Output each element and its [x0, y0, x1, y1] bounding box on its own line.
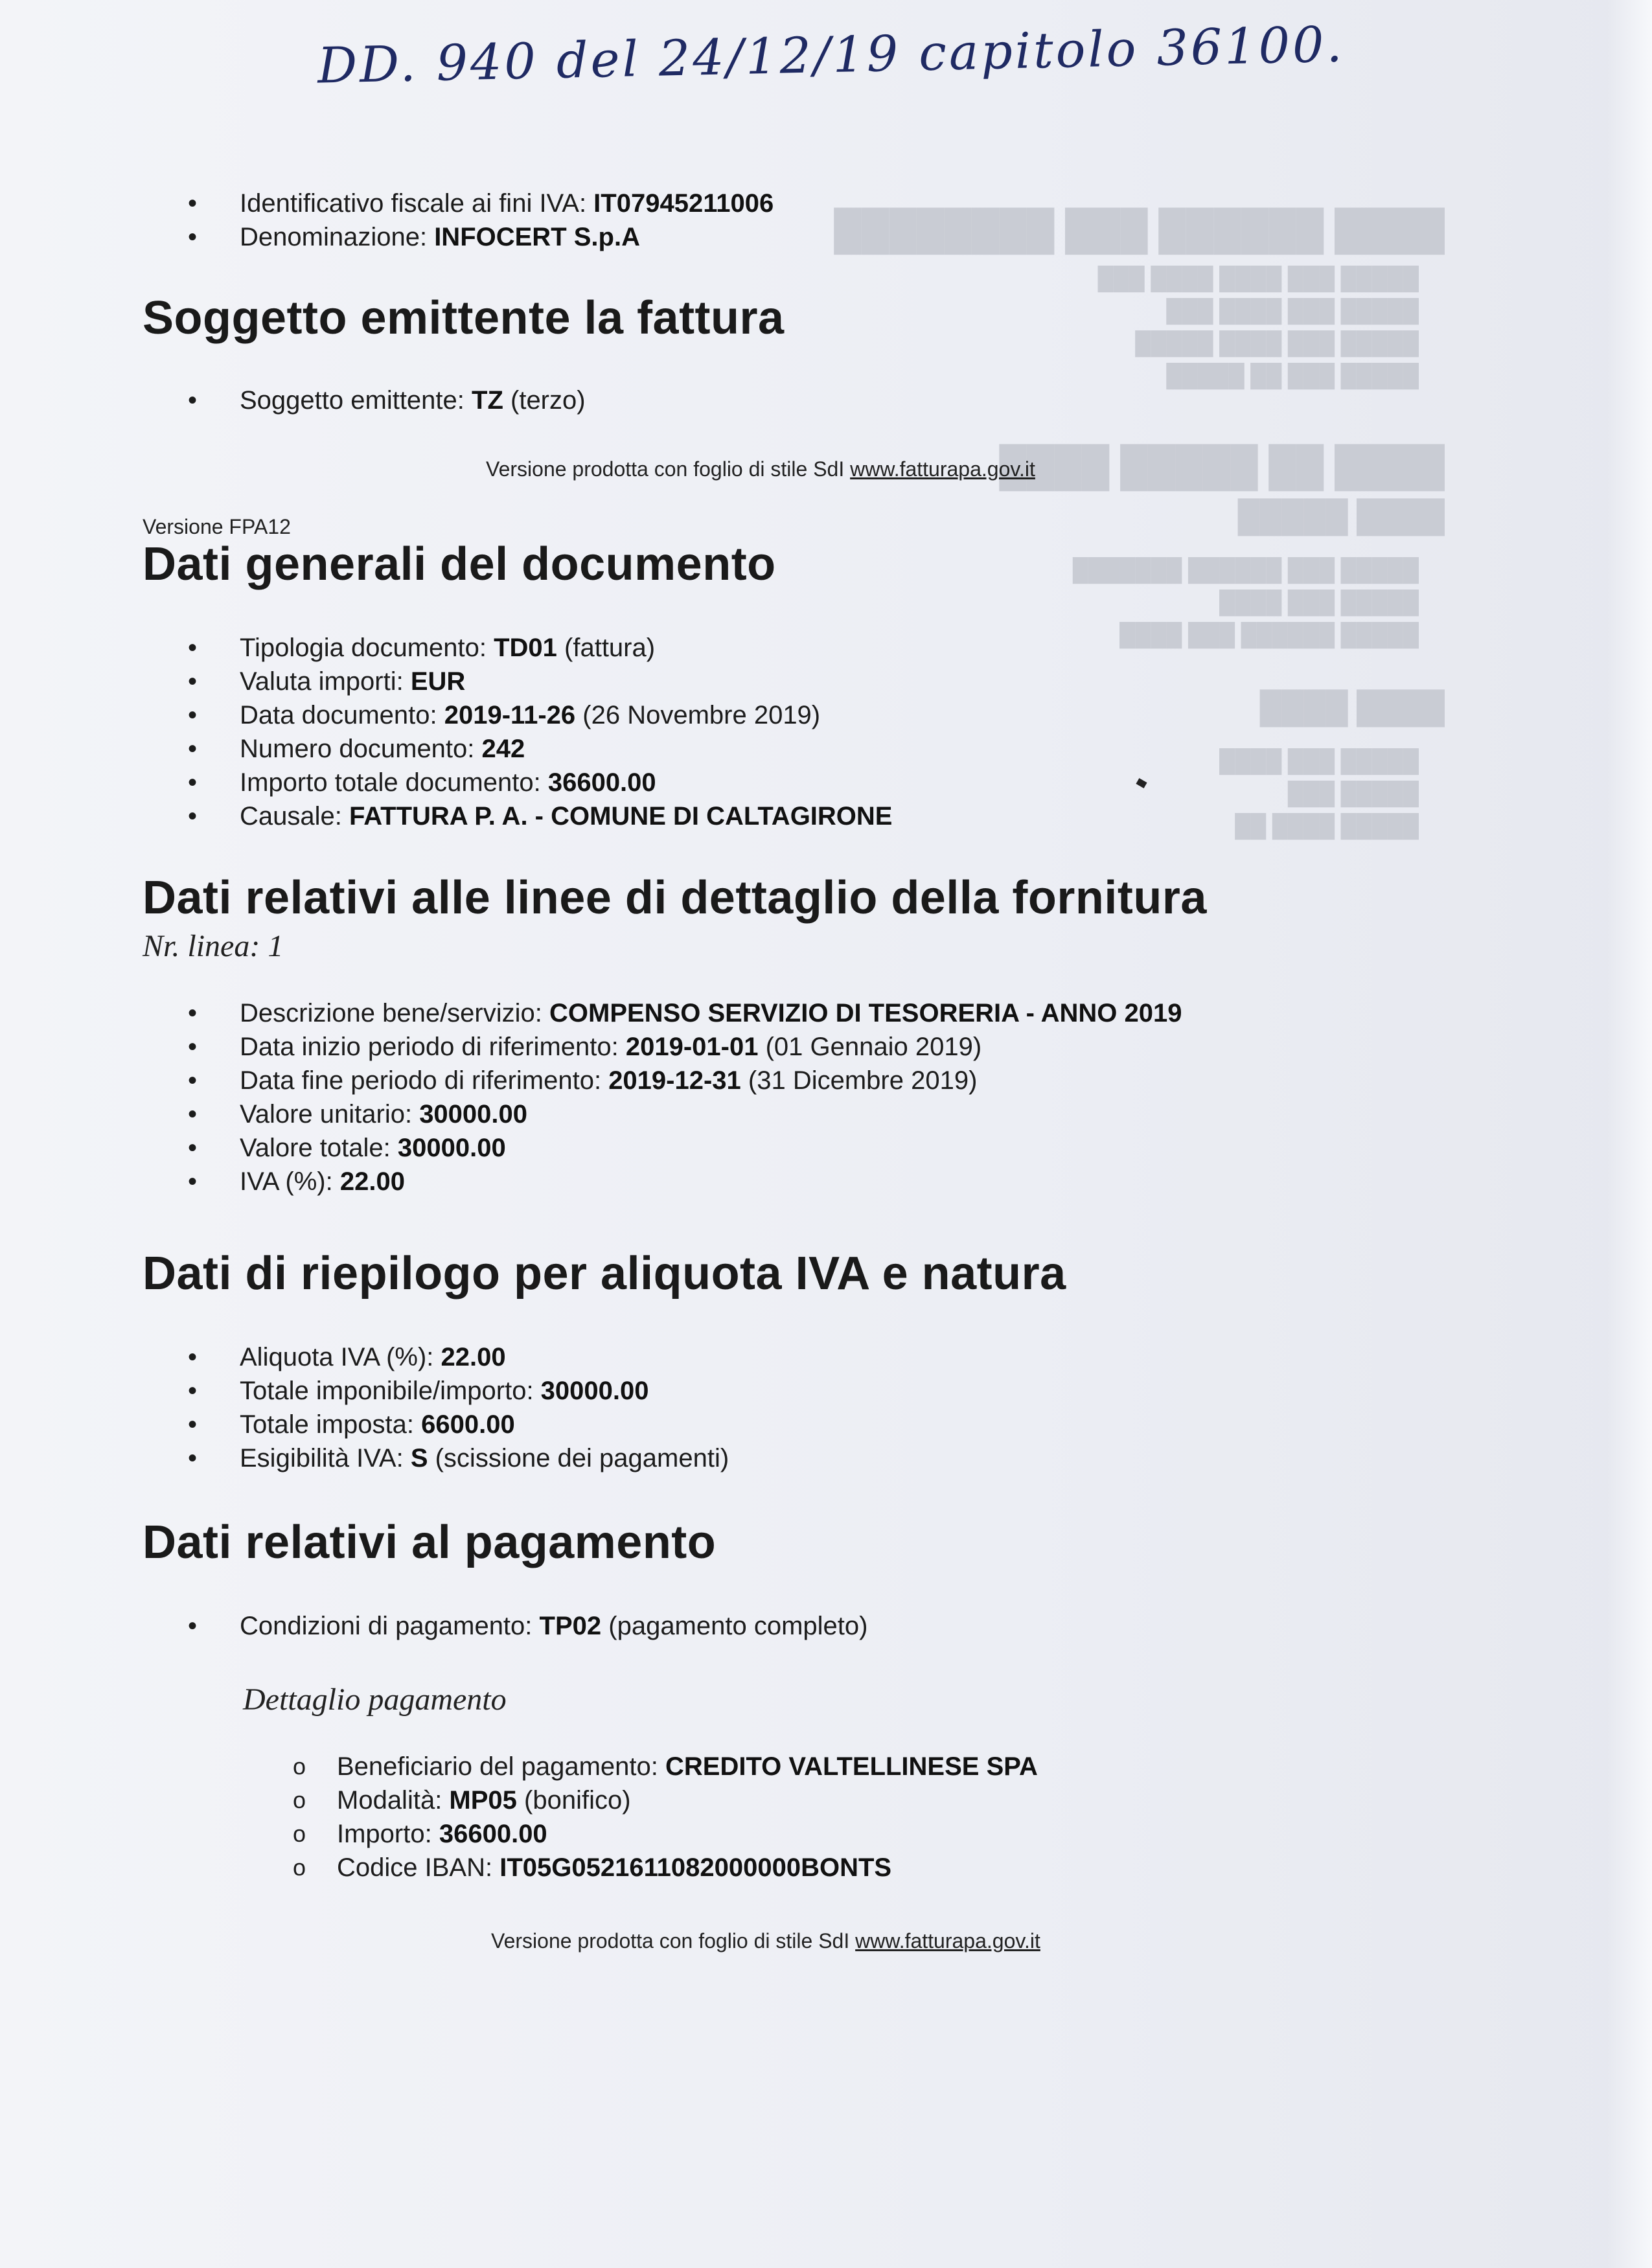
- payment-detail-list: [143, 1750, 1438, 1884]
- list-item: • Valore totale: 30000.00: [143, 1131, 1438, 1165]
- list-item: • Data documento: 2019-11-26 (26 Novembre 2019): [143, 698, 1438, 732]
- list-item: • Data inizio periodo di riferimento: 2019-01-01 (01 Gennaio 2019): [143, 1030, 1438, 1064]
- lines-section: [143, 871, 1438, 1198]
- list-item: • Denominazione: INFOCERT S.p.A: [143, 220, 1438, 254]
- list-item: • Valuta importi: EUR: [143, 665, 1438, 698]
- list-item: • Descrizione bene/servizio: COMPENSO SERVIZIO DI TESORERIA - ANNO 2019: [143, 996, 1438, 1030]
- line-number: Nr. linea: 1: [143, 929, 284, 963]
- summary-section: [143, 1247, 1438, 1475]
- summary-list: [143, 1340, 1438, 1475]
- lines-list: [143, 996, 1438, 1198]
- list-item: o Importo: 36600.00: [143, 1817, 1438, 1851]
- list-item: o Codice IBAN: IT05G0521611082000000BONTS: [143, 1851, 1438, 1884]
- payment-section: [143, 1516, 1438, 1884]
- section-title: Dati di riepilogo per aliquota IVA e natura: [143, 1248, 1066, 1300]
- issuer-section: [143, 292, 1438, 417]
- general-section: [143, 538, 1438, 833]
- fatturapa-link[interactable]: www.fatturapa.gov.it: [850, 457, 1035, 481]
- list-item: • IVA (%): 22.00: [143, 1165, 1438, 1198]
- transmitter-list: [143, 187, 1438, 254]
- list-item: • Tipologia documento: TD01 (fattura): [143, 631, 1438, 665]
- show-through-ghost: ████ ██████ ███ ████████ █████ ███ ████ ████ ███ █████ ███ ████ ███ █████ ███ ████ █████ █████ ███ ██ █████ ████ ██ █████ ████ ████ █████ █████ ███ ██████ ███████ █████ ███ ████ █████ ██████ ███ ████ ████ ████ █████ ███ ████ █████ ███ █████ ████ ██: [834, 208, 1445, 838]
- list-item: • Aliquota IVA (%): 22.00: [143, 1340, 1438, 1374]
- page-edge: [1607, 0, 1652, 2268]
- list-item: • Totale imponibile/importo: 30000.00: [143, 1374, 1438, 1408]
- list-item: • Esigibilità IVA: S (scissione dei pagamenti): [143, 1441, 1438, 1475]
- section-title: Dati relativi alle linee di dettaglio della fornitura: [143, 872, 1207, 924]
- section-title: Dati generali del documento: [143, 538, 776, 590]
- general-list: [143, 631, 1438, 833]
- payment-detail-title: Dettaglio pagamento: [243, 1682, 507, 1717]
- list-item: • Identificativo fiscale ai fini IVA: IT07945211006: [143, 187, 1438, 220]
- list-item: • Numero documento: 242: [143, 732, 1438, 766]
- list-item: • Valore unitario: 30000.00: [143, 1097, 1438, 1131]
- list-item: • Importo totale documento: 36600.00: [143, 766, 1438, 799]
- list-item: • Causale: FATTURA P. A. - COMUNE DI CALTAGIRONE: [143, 799, 1438, 833]
- fatturapa-link[interactable]: www.fatturapa.gov.it: [855, 1929, 1040, 1953]
- issuer-list: [143, 384, 1438, 417]
- list-item: • Soggetto emittente: TZ (terzo): [143, 384, 1438, 417]
- payment-list: [143, 1609, 1438, 1643]
- list-item: o Modalità: MP05 (bonifico): [143, 1783, 1438, 1817]
- stylesheet-footer: Versione prodotta con foglio di stile SdI www.fatturapa.gov.it: [491, 1929, 1040, 1953]
- section-title: Soggetto emittente la fattura: [143, 292, 785, 344]
- list-item: • Data fine periodo di riferimento: 2019-12-31 (31 Dicembre 2019): [143, 1064, 1438, 1097]
- version-label: Versione FPA12: [143, 515, 291, 538]
- handwritten-annotation: DD. 940 del 24/12/19 capitolo 36100.: [317, 15, 1346, 95]
- list-item: • Totale imposta: 6600.00: [143, 1408, 1438, 1441]
- transmitter-section: [143, 187, 1438, 254]
- stylesheet-footer: Versione prodotta con foglio di stile SdI www.fatturapa.gov.it: [486, 457, 1035, 481]
- list-item: o Beneficiario del pagamento: CREDITO VALTELLINESE SPA: [143, 1750, 1438, 1783]
- section-title: Dati relativi al pagamento: [143, 1517, 717, 1568]
- list-item: • Condizioni di pagamento: TP02 (pagamento completo): [143, 1609, 1438, 1643]
